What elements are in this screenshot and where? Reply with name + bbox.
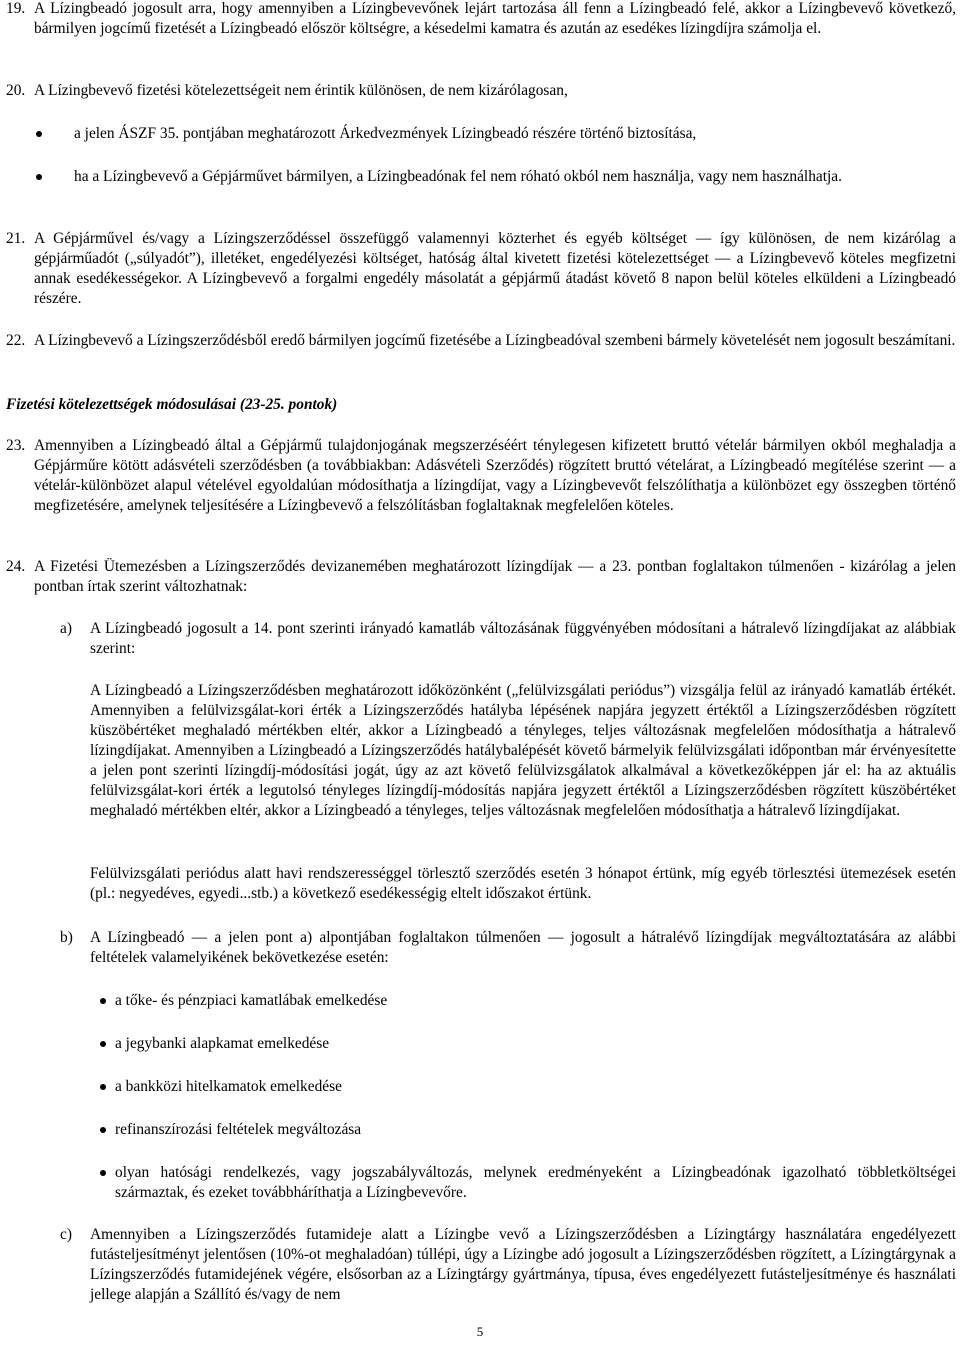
subpoint-letter: c): [60, 1226, 72, 1243]
list-item: [100, 1077, 956, 1097]
paragraph-19: [6, 0, 956, 39]
list-item-text: olyan hatósági rendelkezés, vagy jogszabályváltozás, melynek eredményeként a Lízingbeadónak igazolható többletköltségei származtak, és ezeket továbbháríthatja a Lízingbevevőre.: [115, 1164, 956, 1201]
paragraph-24: [6, 557, 956, 597]
paragraph-text: A Lízingbeadó jogosult arra, hogy amennyiben a Lízingbevevőnek lejárt tartozása áll fenn a Lízingbeadó felé, akkor a Lízingbevevő következő, bármilyen jogcímű fizetését a Lízingbeadó először költségre, a késedelmi kamatra és azután az esedékes lízingdíjra számolja el.: [34, 0, 956, 37]
subpoint-a-paragraph-1: A Lízingbeadó a Lízingszerződésben meghatározott időközönként („felülvizsgálati periódus”) vizsgálja felül az irányadó kamatláb értékét. Amennyiben a felülvizsgálat-kori érték a Lízingszerződés hatályba lépésének napjára jegyzett értéktől a Lízingszerződésben rögzített küszöbértéket meghaladó mértékben eltér, akkor a Lízingbeadó a tényleges, teljes változásnak megfelelően módosíthatja a hátralevő lízingdíjakat. Amennyiben a Lízingbeadó a Lízingszerződés hatálybalépését követő bármelyik felülvizsgálati időpontban már érvényesítette a jelen pont szerinti lízingdíj-módosítási jogát, úgy az azt követő felülvizsgálatok alkalmával a következőképpen jár el: ha az aktuális felülvizsgálat-kori érték a legutolsó tényleges lízingdíj-módosítás napjára jegyzett értéktől a Lízingszerződésben rögzített küszöbértéket meghaladó mértékben eltér, akkor a Lízingbeadó a tényleges, teljes változásnak megfelelően módosíthatja a hátralevő lízingdíjakat.: [90, 682, 956, 819]
list-item-text: a jegybanki alapkamat emelkedése: [115, 1035, 330, 1052]
bullet-item: [36, 167, 956, 187]
subpoint-letter: b): [60, 929, 73, 946]
paragraph-text: A Lízingbevevő a Lízingszerződésből eredő bármilyen jogcímű fizetésébe a Lízingbeadóval szembeni bármely követelését nem jogosult beszámítani.: [34, 332, 956, 349]
bullet-icon: [100, 1170, 106, 1176]
subpoint-text: Amennyiben a Lízingszerződés futamideje alatt a Lízingbe vevő a Lízingszerződésben a Lízingtárgy használatára engedélyezett futásteljesítményt jelentősen (10%-ot meghaladóan) túllépi, úgy a Lízingbe adó jogosult a Lízingszerződésben rögzített, a Lízingtárgynak a Lízingszerződés futamidejének végére, elsősorban az a Lízingtárgy gyártmánya, típusa, éves engedélyezett futásteljesítménye és használati jellege alapján a Szállító és/vagy de nem: [90, 1226, 956, 1303]
section-heading: Fizetési kötelezettségek módosulásai (23-25. pontok): [6, 396, 338, 413]
subpoint-text: A Lízingbeadó jogosult a 14. pont szerinti irányadó kamatláb változásának függvényében módosítani a hátralevő lízingdíjakat az alábbiak szerint:: [90, 620, 956, 657]
bullet-icon: [36, 174, 42, 180]
paragraph-22: [6, 331, 956, 351]
bullet-text: ha a Lízingbevevő a Gépjárművet bármilyen, a Lízingbeadónak fel nem róható okból nem használja, vagy nem használhatja.: [74, 168, 842, 185]
subpoint-b: [60, 928, 956, 968]
bullet-item: [36, 124, 956, 144]
paragraph-number: 19.: [6, 0, 26, 17]
paragraph-number: 21.: [6, 230, 26, 247]
list-item-text: a tőke- és pénzpiaci kamatlábak emelkedése: [115, 992, 388, 1009]
bullet-text: a jelen ÁSZF 35. pontjában meghatározott Árkedvezmények Lízingbeadó részére történő biztosítása,: [74, 125, 697, 142]
paragraph-20: [6, 81, 956, 101]
paragraph-21: [6, 229, 956, 309]
paragraph-text: A Lízingbevevő fizetési kötelezettségeit nem érintik különösen, de nem kizárólagosan,: [34, 82, 568, 99]
bullet-icon: [100, 1127, 106, 1133]
list-item-text: refinanszírozási feltételek megváltozása: [115, 1121, 362, 1138]
list-item: [100, 1163, 956, 1203]
list-item: [100, 1034, 956, 1054]
subpoint-a-paragraph-2: Felülvizsgálati periódus alatt havi rendszerességgel törlesztő szerződés esetén 3 hónapot értünk, míg egyéb törlesztési ütemezések esetén (pl.: negyedéves, egyedi...stb.) a következő esedékességig eltelt időszakot értünk.: [90, 865, 956, 902]
paragraph-number: 22.: [6, 332, 26, 349]
page-number: 5: [476, 1324, 484, 1339]
list-item: [100, 991, 956, 1011]
paragraph-number: 24.: [6, 558, 26, 575]
bullet-icon: [36, 131, 42, 137]
paragraph-text: Amennyiben a Lízingbeadó által a Gépjármű tulajdonjogának megszerzéséért ténylegesen kifizetett bruttó vételár bármilyen okból meghaladja a Gépjárműre kötött adásvételi szerződésben (a továbbiakban: Adásvételi Szerződés) rögzített bruttó vételárat, a Lízingbeadó megítélése szerint — a vételár-különbözet alapul vételével egyoldalúan módosíthatja a lízingdíjat, vagy a Lízingbevevőt felszólíthatja a különbözet egy összegben történő megfizetésére, amelynek teljesítésére a Lízingbevevő a felszólításban foglaltaknak megfelelően köteles.: [34, 437, 956, 514]
subpoint-c: [60, 1225, 956, 1305]
bullet-icon: [100, 998, 106, 1004]
paragraph-number: 23.: [6, 437, 26, 454]
list-item: [100, 1120, 956, 1140]
subpoint-a: [60, 619, 956, 659]
paragraph-text: A Fizetési Ütemezésben a Lízingszerződés devizanemében meghatározott lízingdíjak — a 23. pontban foglaltakon túlmenően - kizárólag a jelen pontban írtak szerint változhatnak:: [34, 558, 956, 595]
subpoint-letter: a): [60, 620, 72, 637]
list-item-text: a bankközi hitelkamatok emelkedése: [115, 1078, 342, 1095]
paragraph-text: A Gépjárművel és/vagy a Lízingszerződéssel összefüggő valamennyi közterhet és egyéb költséget — így különösen, de nem kizárólag a gépjárműadót („súlyadót”), illetéket, engedélyezési költséget, hatóság által kivetett fizetési kötelezettséget — a Lízingbevevő köteles megfizetni annak esedékességekor. A Lízingbevevő a forgalmi engedély másolatát a gépjármű átadást követő 8 napon belül köteles elküldeni a Lízingbeadó részére.: [34, 230, 956, 307]
bullet-icon: [100, 1084, 106, 1090]
paragraph-23: [6, 436, 956, 516]
subpoint-text: A Lízingbeadó — a jelen pont a) alpontjában foglaltakon túlmenően — jogosult a hátralévő lízingdíjak megváltoztatására az alábbi feltételek valamelyikének bekövetkezése esetén:: [90, 929, 956, 966]
paragraph-number: 20.: [6, 82, 26, 99]
bullet-icon: [100, 1041, 106, 1047]
